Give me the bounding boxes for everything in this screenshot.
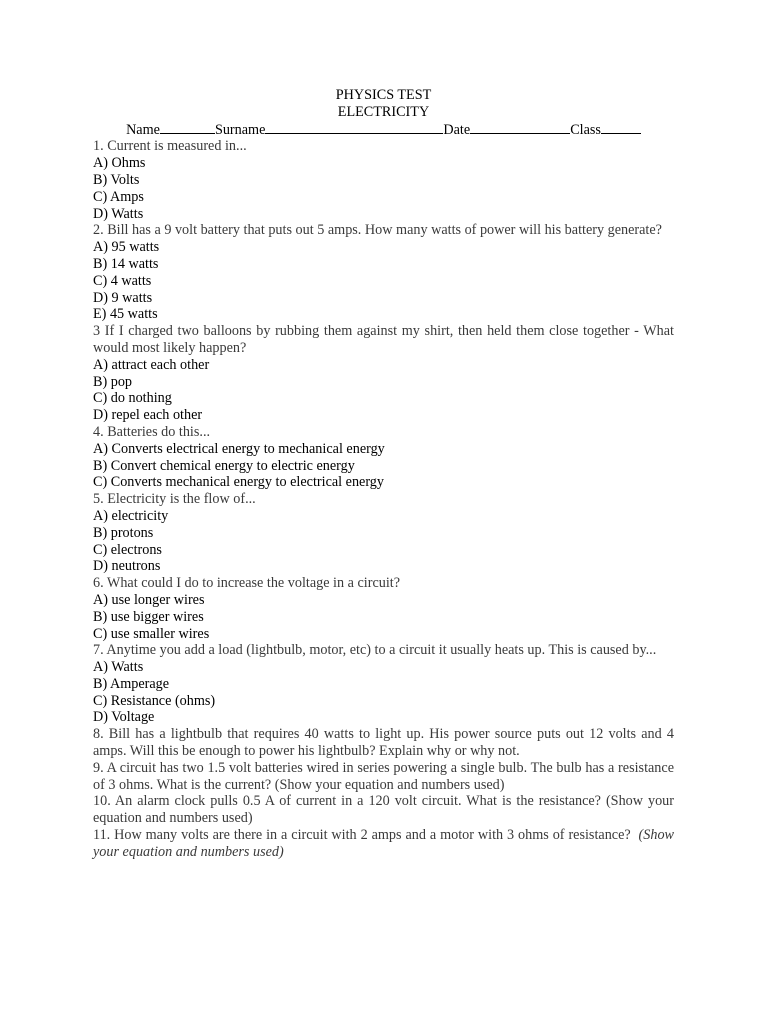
name-blank[interactable] [160, 121, 215, 134]
q1-option-a: A) Ohms [93, 155, 146, 172]
page-subtitle: ELECTRICITY [337, 103, 430, 120]
page-title: PHYSICS TEST [335, 87, 432, 103]
q4-option-b: B) Convert chemical energy to electric energy [93, 457, 355, 474]
question-7: 7. Anytime you add a load (lightbulb, motor, etc) to a circuit it usually heats up. This is caused by... [93, 642, 657, 659]
q3-option-b: B) pop [93, 373, 133, 390]
class-blank[interactable] [601, 121, 641, 134]
q4-option-a: A) Converts electrical energy to mechanical energy [93, 440, 385, 457]
q5-option-d: D) neutrons [93, 558, 161, 575]
question-11-note: (Show your equation and numbers used) [93, 827, 674, 860]
q2-option-d: D) 9 watts [93, 289, 153, 306]
question-6: 6. What could I do to increase the voltage in a circuit? [93, 575, 401, 592]
q1-option-b: B) Volts [93, 171, 140, 188]
q7-option-a: A) Watts [93, 659, 144, 676]
q2-option-b: B) 14 watts [93, 255, 159, 272]
question-10: 10. An alarm clock pulls 0.5 A of current in a 120 volt circuit. What is the resistance? (Show your equation and numbers used) [93, 793, 674, 827]
date-label: Date [443, 121, 471, 138]
q5-option-b: B) protons [93, 524, 154, 541]
question-4: 4. Batteries do this... [93, 423, 211, 440]
q3-option-a: A) attract each other [93, 356, 210, 373]
class-label: Class [570, 121, 601, 138]
q2-option-a: A) 95 watts [93, 239, 160, 256]
q1-option-d: D) Watts [93, 205, 144, 222]
question-8: 8. Bill has a lightbulb that requires 40 watts to light up. His power source puts out 12 volts and 4 amps. Will this be enough to power his lightbulb? Explain why or why not. [93, 726, 674, 760]
question-3: 3 If I charged two balloons by rubbing them against my shirt, then held them close together - What would most likely happen? [93, 323, 674, 356]
date-blank[interactable] [470, 121, 570, 134]
q7-option-b: B) Amperage [93, 675, 170, 692]
surname-label: Surname [214, 121, 266, 138]
q2-option-e: E) 45 watts [93, 306, 158, 323]
q3-option-c: C) do nothing [93, 390, 172, 407]
q2-option-c: C) 4 watts [93, 272, 152, 289]
q6-option-c: C) use smaller wires [93, 625, 210, 642]
question-1: 1. Current is measured in... [93, 138, 247, 155]
q4-option-c: C) Converts mechanical energy to electrical energy [93, 474, 384, 491]
q7-option-c: C) Resistance (ohms) [93, 692, 216, 709]
student-info-line [93, 121, 674, 139]
surname-blank[interactable] [265, 121, 443, 134]
name-label: Name [126, 121, 160, 138]
question-11-text: 11. How many volts are there in a circuit with 2 amps and a motor with 3 ohms of resistance? [93, 827, 631, 844]
q5-option-c: C) electrons [93, 541, 162, 558]
q7-option-d: D) Voltage [93, 709, 155, 726]
q5-option-a: A) electricity [93, 507, 169, 524]
q1-option-c: C) Amps [93, 188, 144, 205]
question-9: 9. A circuit has two 1.5 volt batteries wired in series powering a single bulb. The bulb has a resistance of 3 ohms. What is the current? (Show your equation and numbers used) [93, 759, 674, 793]
q3-option-d: D) repel each other [93, 407, 203, 424]
test-document [93, 87, 674, 861]
q6-option-b: B) use bigger wires [93, 608, 204, 625]
q6-option-a: A) use longer wires [93, 591, 205, 608]
question-5: 5. Electricity is the flow of... [93, 491, 256, 508]
question-2: 2. Bill has a 9 volt battery that puts out 5 amps. How many watts of power will his battery generate? [93, 222, 662, 239]
question-11 [93, 827, 674, 861]
